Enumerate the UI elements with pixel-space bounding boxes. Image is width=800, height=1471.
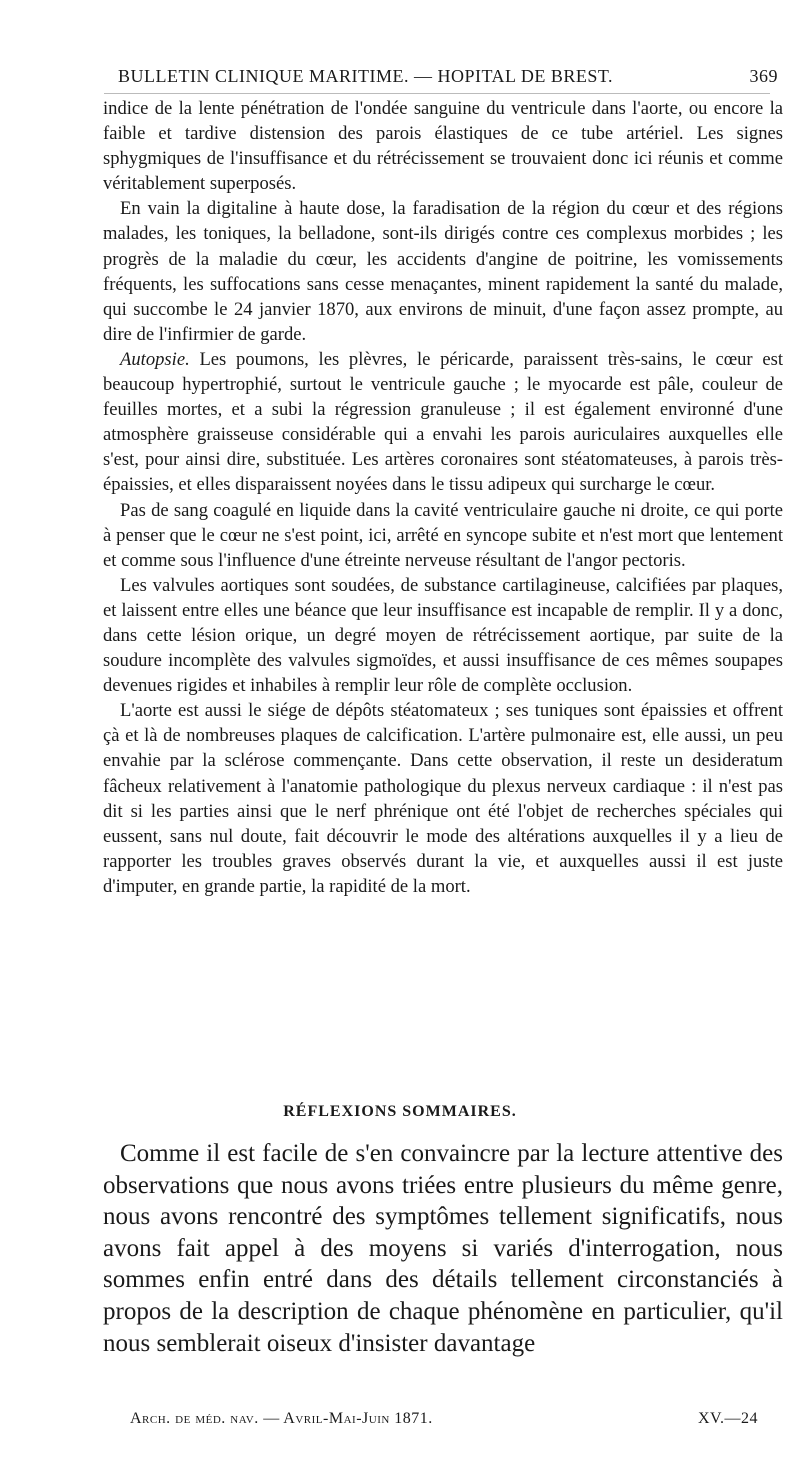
page-footer [130,1410,758,1428]
paragraph-6: L'aorte est aussi le siége de dépôts stéatomateux ; ses tuniques sont épaissies et offrent çà et là de nombreuses plaques de calcification. L'artère pulmonaire est, elle aussi, un peu envahie par la sclérose commençante. Dans cette observation, il reste un desideratum fâcheux relativement à l'anatomie pathologique du plexus nerveux cardiaque : il n'est pas dit si les parties ainsi que le nerf phrénique ont été l'objet de recherches spéciales qui eussent, sans nul doute, fait découvrir le mode des altérations auxquelles il y a lieu de rapporter les troubles graves observés durant la vie, et auxquelles aussi il est juste d'imputer, en grande partie, la rapidité de la mort. [103,700,783,897]
footer-source: Arch. de méd. nav. — Avril-Mai-Juin 1871. [130,1410,433,1427]
page-number: 369 [749,66,778,86]
paragraph-4: Pas de sang coagulé en liquide dans la cavité ventriculaire gauche ni droite, ce qui porte à penser que le cœur ne s'est point, ici, arrêté en syncope subite et n'est mort que lentement et comme sous l'influence d'une étreinte nerveuse résultant de l'angor pectoris. [103,499,783,571]
autopsie-text: Les poumons, les plèvres, le péricarde, paraissent très-sains, le cœur est beaucoup hypertrophié, surtout le ventricule gauche ; le myocarde est pâle, couleur de feuilles mortes, et a subi la régression granuleuse ; il est également environné d'une atmosphère graisseuse considérable qui a envahi les parois auriculaires auxquelles elle s'est, pour ainsi dire, substituée. Les artères coronaires sont stéatomateuses, à parois très-épaissies, et elles disparaissent noyées dans le tissu adipeux qui surcharge le cœur. [103,348,783,496]
section-text [103,1138,783,1359]
section-paragraph: Comme il est facile de s'en convaincre par la lecture attentive des observations que nous avons triées entre plusieurs du même genre, nous avons rencontré des symptômes tellement significatifs, nous avons fait appel à des moyens si variés d'interrogation, nous sommes enfin entré dans des détails tellement circonstanciés à propos de la description de chaque phénomène en particulier, qu'il nous semblerait oiseux d'insister davantage [103,1140,783,1357]
paragraph-1: indice de la lente pénétration de l'ondée sanguine du ventricule dans l'aorte, ou encore la faible et tardive distension des parois élastiques de ce tube artériel. Les signes sphygmiques de l'insuffisance et du rétrécissement se trouvaient donc ici réunis et comme véritablement superposés. [103,98,783,195]
section-title: RÉFLEXIONS SOMMAIRES. [283,1103,517,1120]
page-header [118,66,778,87]
header-rule [104,93,770,94]
paragraph-5: Les valvules aortiques sont soudées, de substance cartilagineuse, calcifiées par plaques, et laissent entre elles une béance que leur insuffisance est incapable de remplir. Il y a donc, dans cette lésion orique, un degré moyen de rétrécissement aortique, par suite de la soudure incomplète des valvules sigmoïdes, et aussi insuffisance de ces mêmes soupapes devenues rigides et inhabiles à remplir leur rôle de complète occlusion. [103,574,783,697]
main-text [103,96,783,899]
running-title: BULLETIN CLINIQUE MARITIME. — HOPITAL DE BREST. [118,66,614,86]
paragraph-2: En vain la digitaline à haute dose, la faradisation de la région du cœur et des régions malades, les toniques, la belladone, sont-ils dirigés contre ces complexus morbides ; les progrès de la maladie du cœur, les accidents d'angine de poitrine, les vomissements fréquents, les suffocations sans cesse menaçantes, minent rapidement la santé du malade, qui succombe le 24 janvier 1870, aux environs de minuit, d'une façon assez prompte, au dire de l'infirmier de garde. [103,198,783,345]
footer-signature: XV.—24 [697,1410,758,1427]
autopsie-label: Autopsie. [120,348,190,370]
paragraph-autopsie [103,347,783,498]
